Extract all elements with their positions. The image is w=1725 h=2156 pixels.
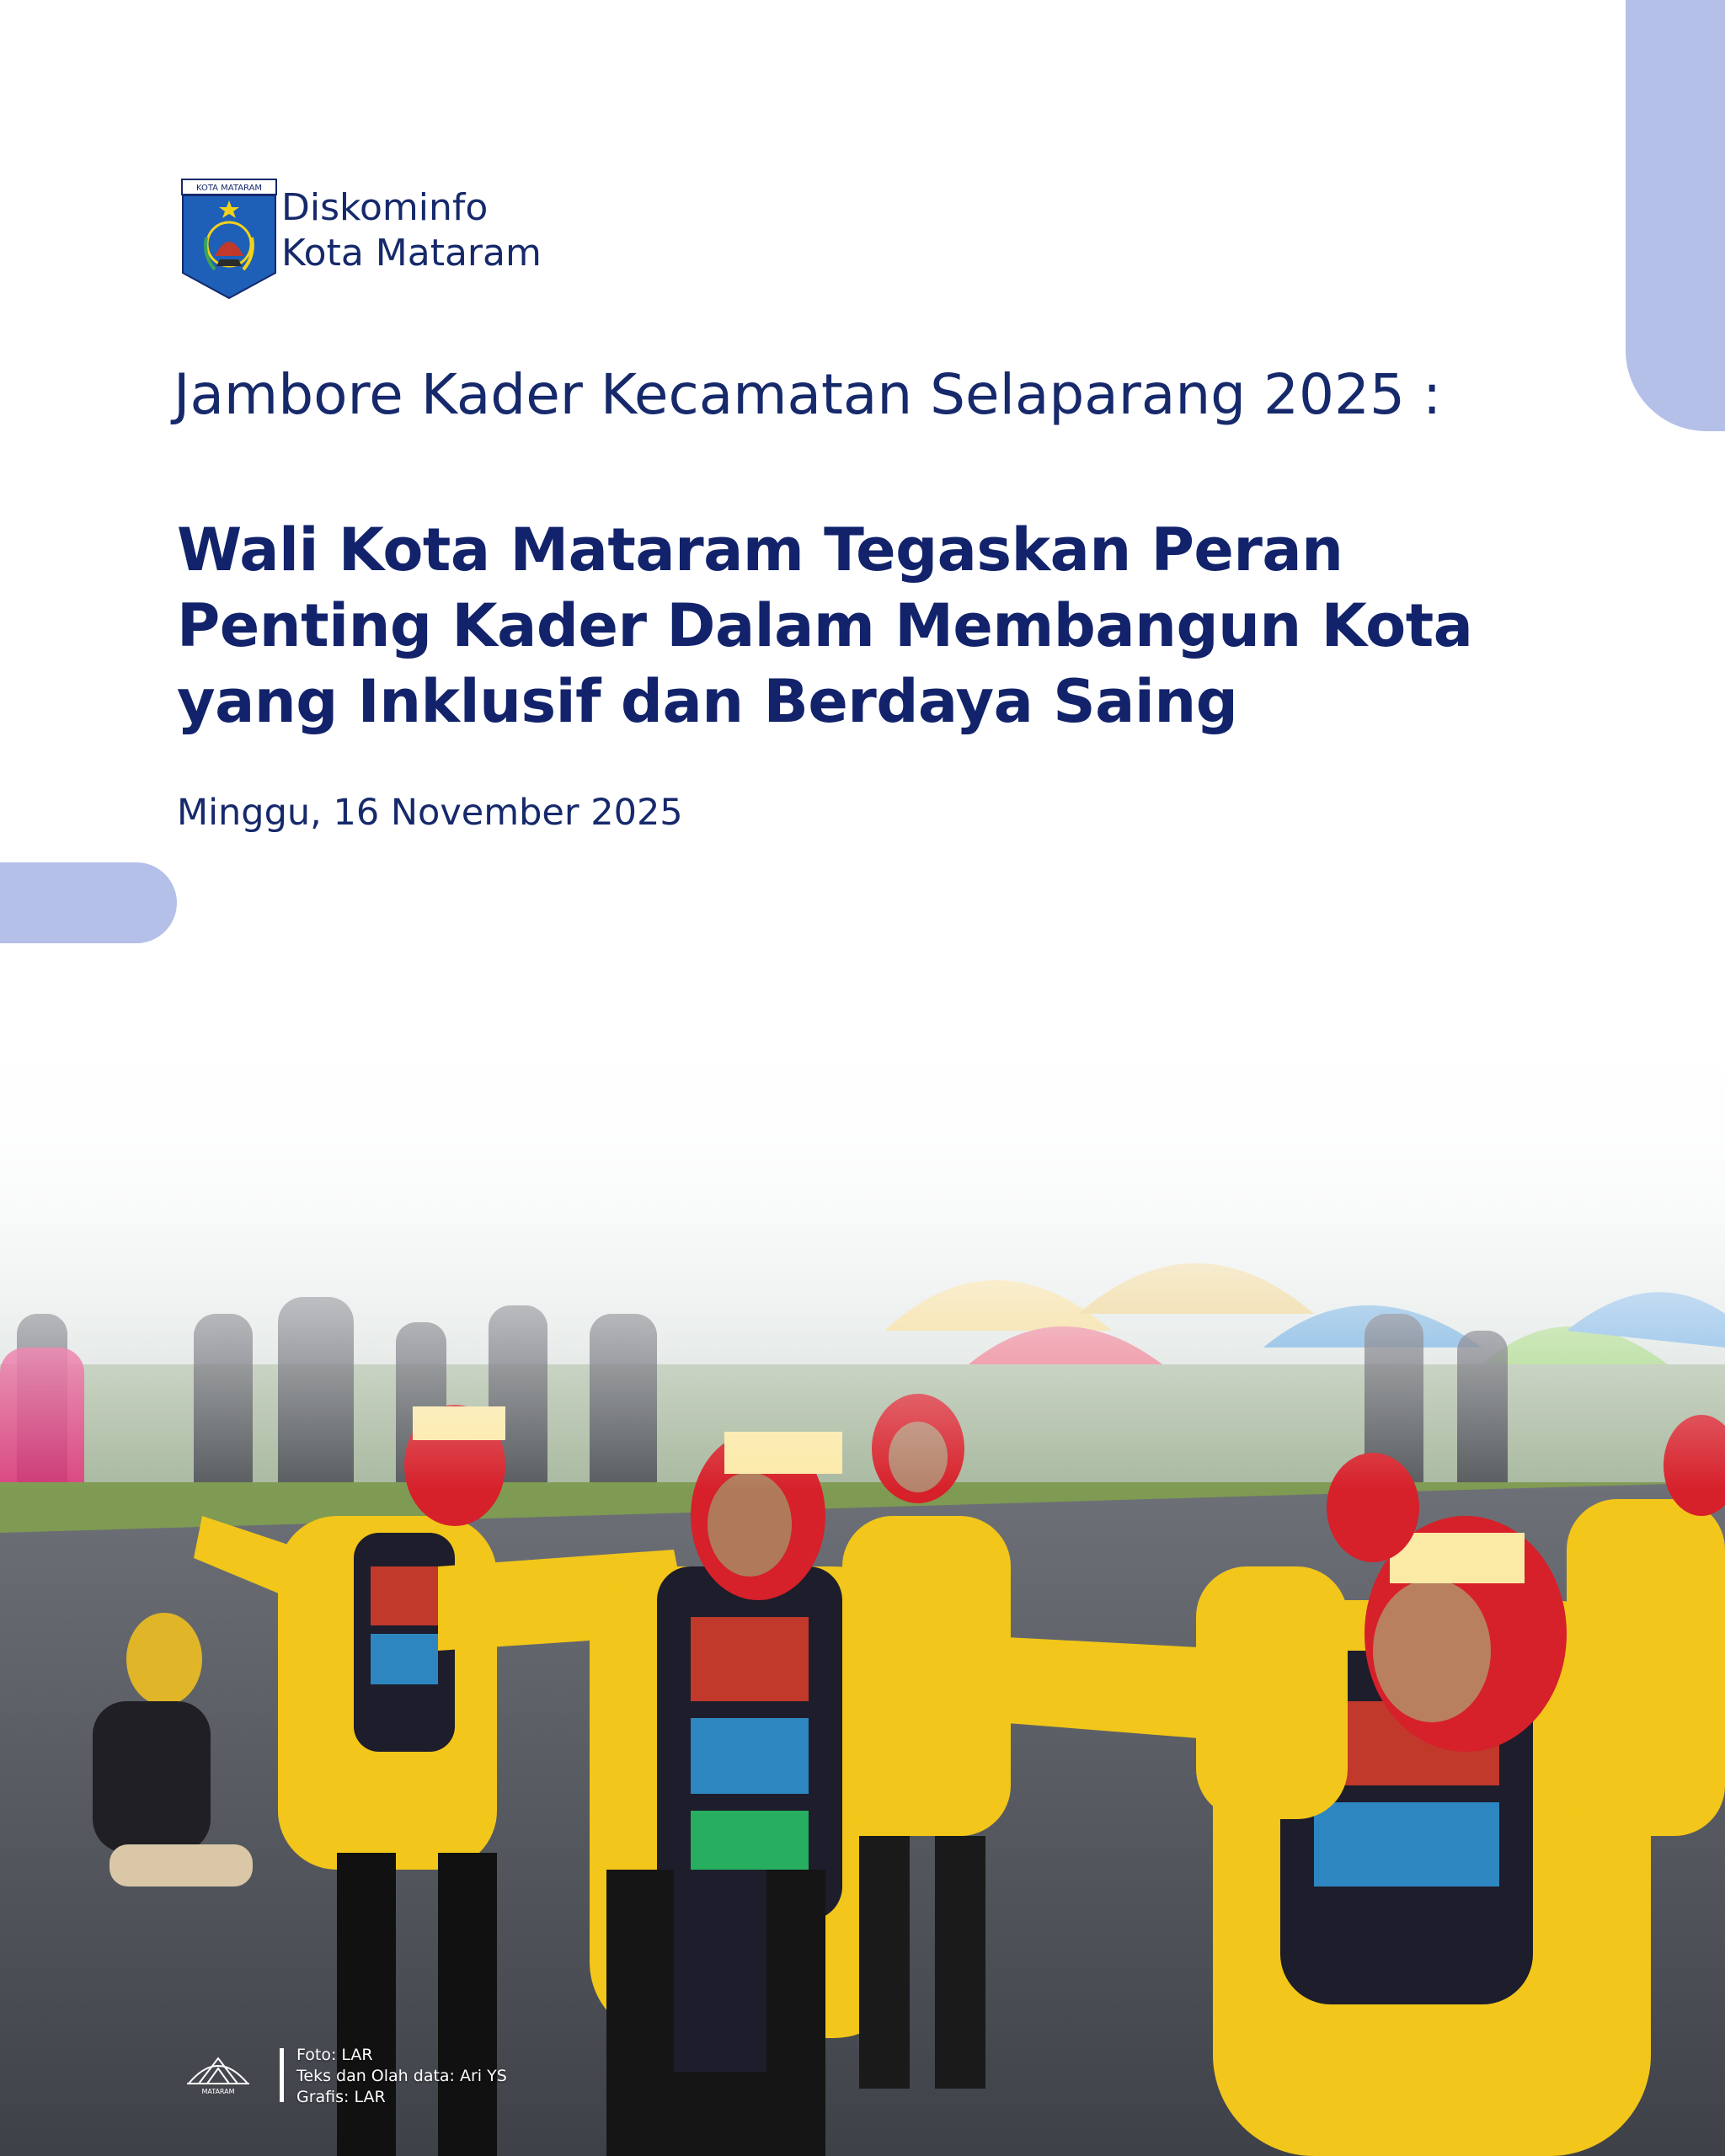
credit-divider (280, 2048, 284, 2102)
credit-graphics: Grafis: LAR (296, 2088, 386, 2106)
decorative-pill-left (0, 862, 177, 943)
decorative-pill-top-right (1626, 0, 1725, 431)
credits-block (296, 2045, 507, 2108)
credit-photo: Foto: LAR (296, 2046, 373, 2064)
kota-mataram-emblem-icon (181, 179, 277, 300)
credit-logo-icon (182, 2047, 254, 2097)
credit-text-data: Teks dan Olah data: Ari YS (296, 2067, 507, 2085)
org-line-1: Diskominfo (281, 186, 489, 229)
photo-fade-overlay (0, 969, 1725, 1491)
organization-name (281, 185, 542, 276)
emblem-label: KOTA MATARAM (195, 184, 263, 193)
headline-title: Wali Kota Mataram Tegaskan Peran Penting Kader Dalam Membangun Kota yang Inklusif dan Berdaya Saing (177, 515, 1473, 736)
event-kicker: Jambore Kader Kecamatan Selaparang 2025 : (174, 362, 1442, 427)
publish-date: Minggu, 16 November 2025 (177, 792, 683, 834)
org-line-2: Kota Mataram (281, 232, 542, 275)
credit-logo-label: MATARAM (201, 2088, 235, 2095)
